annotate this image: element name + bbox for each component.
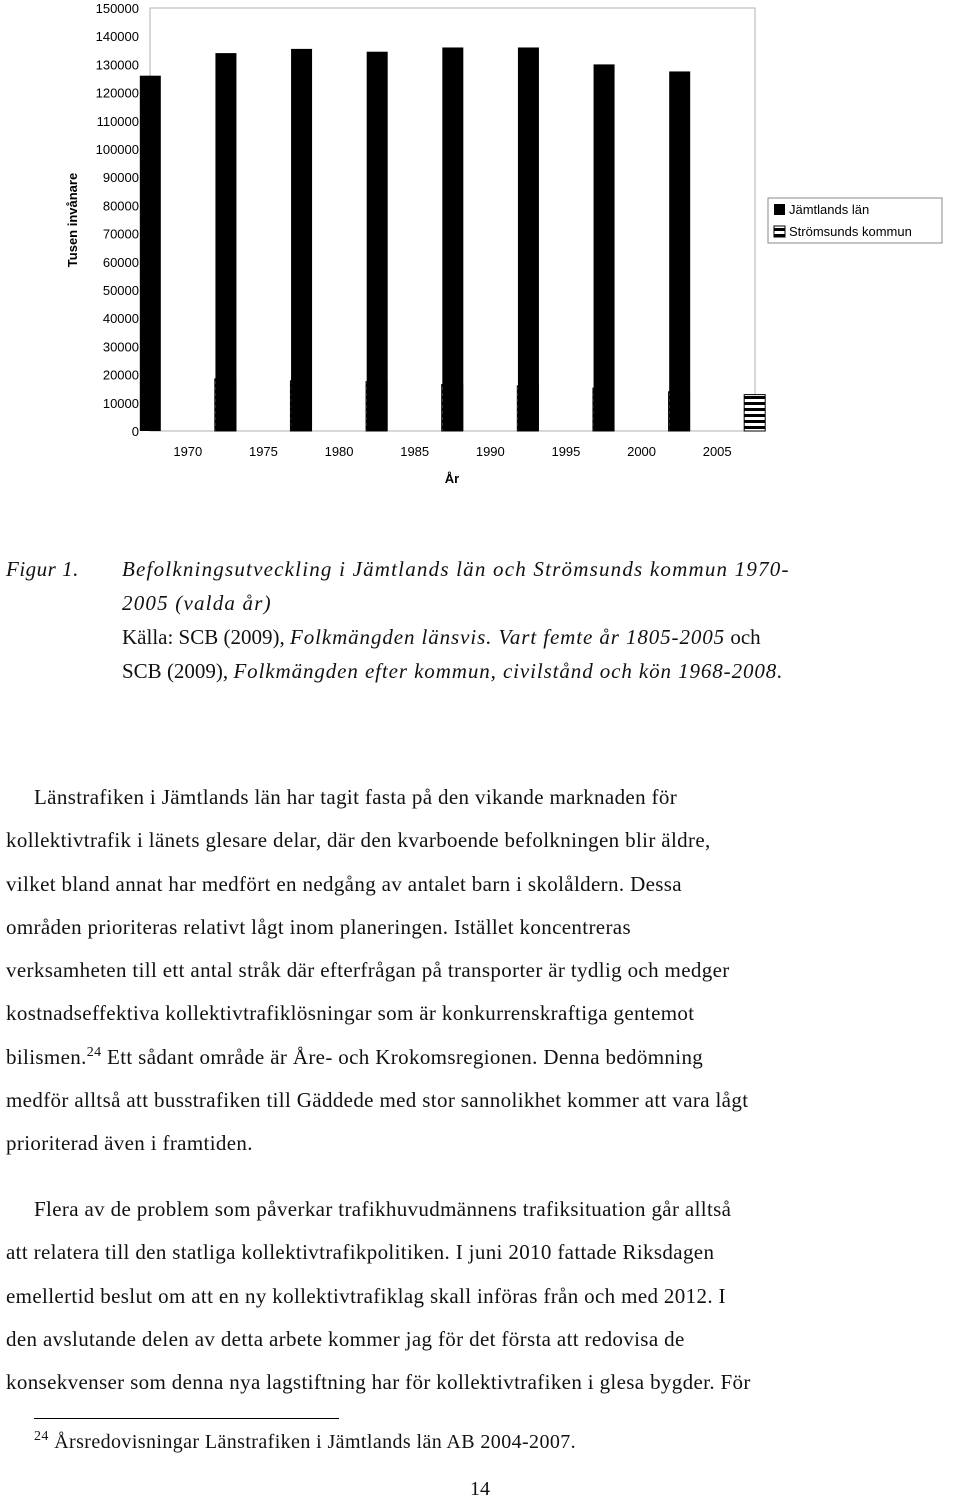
legend-swatch-jamtland <box>774 204 785 215</box>
text-line: emellertid beslut om att en ny kollektivtrafiklag skall införas från och med 2012. I <box>6 1283 726 1308</box>
legend-swatch-stromsund <box>774 226 785 237</box>
y-tick-label: 10000 <box>102 395 139 411</box>
text-line: områden prioriteras relativt lågt inom planeringen. Istället koncentreras <box>6 914 631 939</box>
y-tick-label: 60000 <box>102 254 139 270</box>
figure-source <box>122 620 956 688</box>
y-tick-label: 110000 <box>96 113 139 129</box>
x-tick-label: 1985 <box>400 444 430 459</box>
text-line: den avslutande delen av detta arbete kommer jag för det första att redovisa de <box>6 1326 685 1351</box>
legend <box>768 198 942 243</box>
y-tick-label: 150000 <box>95 1 139 16</box>
y-tick-label: 50000 <box>102 283 139 298</box>
y-tick-label: 120000 <box>95 85 139 101</box>
y-tick-label: 20000 <box>102 367 139 383</box>
bar-jamtland-1970 <box>140 76 161 431</box>
legend-label-jamtland: Jämtlands län <box>789 202 870 217</box>
figure-title-line: 2005 (valda år) <box>122 591 272 615</box>
x-tick-label: 1995 <box>551 444 581 459</box>
bar-jamtland-2005 <box>669 71 690 431</box>
legend-label-stromsund: Strömsunds kommun <box>789 224 912 239</box>
y-tick-label: 70000 <box>102 226 139 242</box>
text-line: prioriterad även i framtiden. <box>6 1131 253 1156</box>
y-axis-ticks <box>96 1 139 439</box>
text-line: vilket bland annat har medfört en nedgång av antalet barn i skolåldern. Dessa <box>6 871 682 896</box>
x-tick-label: 2000 <box>627 444 657 459</box>
x-tick-label: 1970 <box>173 444 203 459</box>
y-tick-label: 100000 <box>95 142 139 157</box>
y-tick-label: 140000 <box>95 29 139 45</box>
text-line: Flera av de problem som påverkar trafikhuvudmännens trafiksituation går alltså <box>34 1197 732 1221</box>
text-line: medför alltså att busstrafiken till Gäddede med stor sannolikhet kommer att vara lågt <box>6 1088 749 1113</box>
text-line: kollektivtrafik i länets glesare delar, där den kvarboende befolkningen blir äldre, <box>6 828 711 853</box>
bar-jamtland-1985 <box>367 52 388 431</box>
y-tick-label: 130000 <box>95 57 139 73</box>
x-tick-label: 2005 <box>702 444 732 459</box>
page-number: 14 <box>470 1478 490 1500</box>
bar-stromsund-2005 <box>744 395 765 431</box>
source-conjunction: och <box>725 625 761 649</box>
text-line: verksamheten till ett antal stråk där efterfrågan på transporter är tydlig och medger <box>6 958 730 983</box>
y-tick-label: 80000 <box>102 198 139 214</box>
footnote-ref[interactable]: 24 <box>86 1044 102 1060</box>
figure-title-line: Befolkningsutveckling i Jämtlands län och Strömsunds kommun 1970- <box>122 557 790 581</box>
y-tick-label: 90000 <box>102 170 139 186</box>
x-axis-label: År <box>444 471 460 486</box>
footnote-divider <box>34 1418 339 1419</box>
source-prefix: Källa: SCB (2009), <box>122 625 290 649</box>
y-tick-label: 30000 <box>102 339 139 355</box>
footnote <box>34 1431 576 1454</box>
text-span: Ett sådant område är Åre- och Krokomsregionen. Denna bedömning <box>101 1044 704 1069</box>
footnote-number: 24 <box>34 1429 49 1444</box>
text-line: att relatera till den statliga kollektivtrafikpolitiken. I juni 2010 fattade Riksdagen <box>6 1240 715 1265</box>
bar-jamtland-1995 <box>518 47 539 431</box>
bar-jamtland-1990 <box>442 47 463 431</box>
text-span: bilismen. <box>6 1044 87 1069</box>
y-axis-label: Tusen invånare <box>65 172 80 268</box>
x-tick-label: 1990 <box>475 444 505 459</box>
x-axis-ticks <box>173 444 731 459</box>
bar-jamtland-2000 <box>594 64 615 431</box>
population-bar-chart <box>0 0 960 500</box>
source-work: Folkmängden länsvis. Vart femte år 1805-2005 <box>290 625 726 649</box>
text-line: konsekvenser som denna nya lagstiftning har för kollektivtrafiken i glesa bygder. För <box>6 1370 751 1395</box>
bar-group <box>140 47 765 431</box>
footnote-text: Årsredovisningar Länstrafiken i Jämtlands län AB 2004-2007. <box>48 1431 577 1453</box>
y-tick-label: 40000 <box>102 311 139 327</box>
x-tick-label: 1975 <box>248 444 278 459</box>
source-work: Folkmängden efter kommun, civilstånd och kön 1968-2008. <box>233 659 784 683</box>
text-line: kostnadseffektiva kollektivtrafiklösningar som är konkurrenskraftiga gentemot <box>6 1001 695 1026</box>
figure-label: Figur 1. <box>6 557 79 581</box>
y-tick-label: 0 <box>131 424 139 439</box>
x-tick-label: 1980 <box>324 444 354 459</box>
text-line: Länstrafiken i Jämtlands län har tagit fasta på den vikande marknaden för <box>34 785 678 809</box>
figure-caption <box>6 552 956 688</box>
source-prefix: SCB (2009), <box>122 659 234 683</box>
bar-jamtland-1975 <box>215 53 236 431</box>
bar-jamtland-1980 <box>291 49 312 431</box>
figure-title <box>122 552 956 620</box>
text-line <box>6 1036 956 1079</box>
paragraph-2 <box>6 1188 956 1404</box>
paragraph-1 <box>6 776 956 1166</box>
